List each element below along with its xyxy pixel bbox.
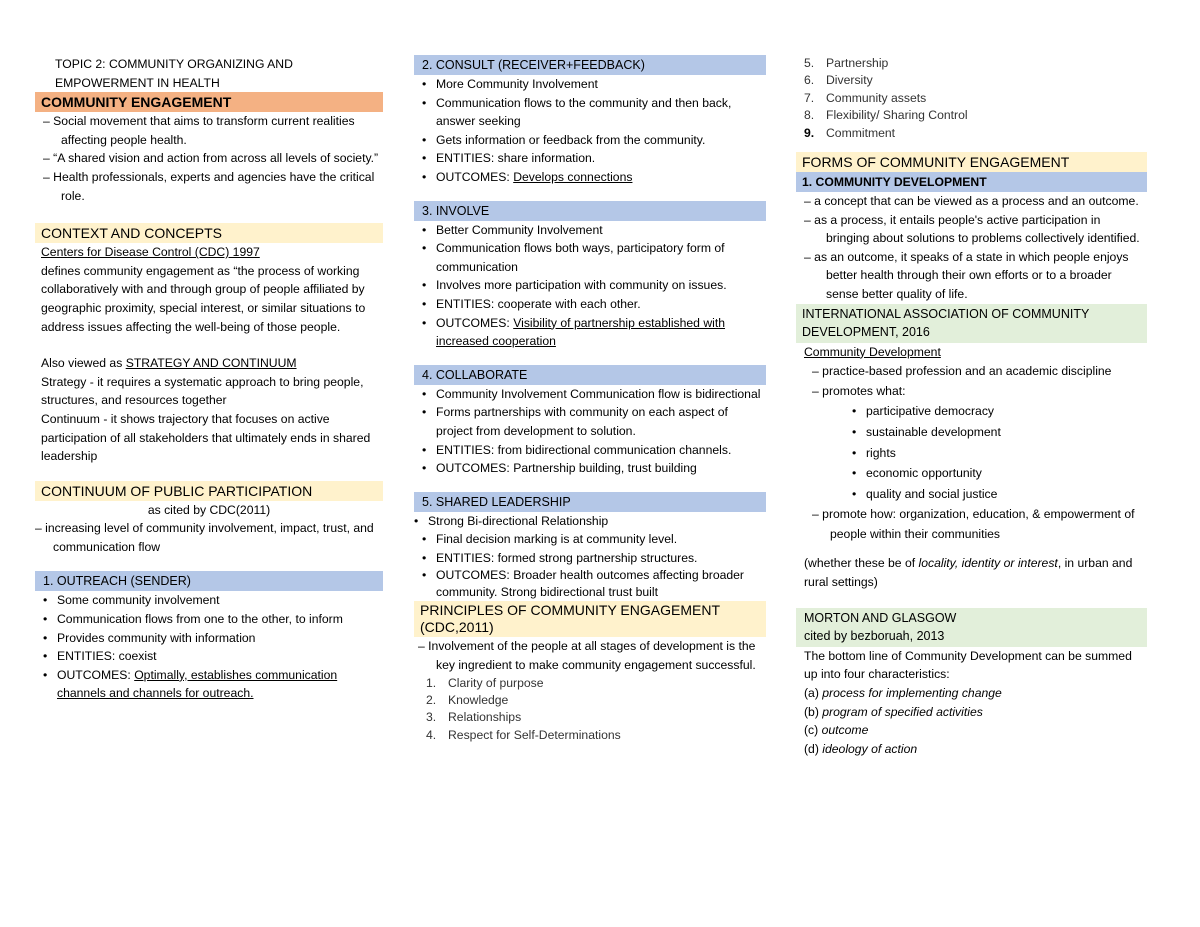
principle-item: 4. Respect for Self-Determinations [426,727,621,742]
column-2 [414,55,766,744]
promotes-item: • economic opportunity [852,466,982,481]
involve-item: • ENTITIES: cooperate with each other. [422,296,641,311]
continuum-text: Continuum - it shows trajectory that focuses on active participation of all stakeholders that ultimately ends in shared leadership [41,411,371,464]
characteristic: (b) program of specified activities [804,704,983,719]
continuum-desc: – increasing level of community involvement, impact, trust, and communication flow [35,521,374,554]
involve-outcome: • OUTCOMES: Visibility of partnership established with increased cooperation [422,315,726,349]
principles-heading: PRINCIPLES OF COMMUNITY ENGAGEMENT (CDC,2011) [414,601,766,637]
collaborate-heading: 4. COLLABORATE [414,365,766,385]
cdc-definition: defines community engagement as “the process of working collaboratively with and through group of people affiliated by geographic proximity, special interest, or similar situations to address issues affecting the well-being of those people. [41,263,366,334]
topic-line-2: EMPOWERMENT IN HEALTH [55,75,220,90]
characteristic: (c) outcome [804,723,869,738]
outreach-item: • Some community involvement [43,593,220,608]
ce-item: – Social movement that aims to transform current realities affecting people health. [43,114,355,147]
involve-item: • Better Community Involvement [422,222,603,237]
iacd-heading: INTERNATIONAL ASSOCIATION OF COMMUNITY DEVELOPMENT, 2016 [796,304,1147,343]
characteristic: (d) ideology of action [804,741,918,756]
cd-item: – as a process, it entails people's active participation in bringing about solutions to problems collectively identified. [804,212,1140,246]
shared-item: • ENTITIES: formed strong partnership structures. [422,550,698,565]
principle-item: 6. Diversity [804,73,873,88]
topic-title [35,55,383,92]
involve-heading: 3. INVOLVE [414,201,766,221]
iacd-sub: Community Development [804,344,941,359]
principle-item: 3. Relationships [426,710,522,725]
involve-item: • Involves more participation with community on issues. [422,278,727,293]
mg-text: The bottom line of Community Development can be summed up into four characteristics: [804,648,1132,682]
topic-line-1: TOPIC 2: COMMUNITY ORGANIZING AND [55,57,293,71]
community-development-heading: 1. COMMUNITY DEVELOPMENT [796,172,1147,192]
promotes-item: • sustainable development [852,424,1001,439]
characteristic: (a) process for implementing change [804,685,1002,700]
shared-item: • Final decision marking is at community level. [422,532,678,547]
outreach-outcome: • OUTCOMES: Optimally, establishes communication channels and channels for outreach. [43,667,338,701]
iacd-item: – practice-based profession and an academic discipline [812,364,1112,379]
iacd-item: – promotes what: [812,384,906,399]
cd-item: – as an outcome, it speaks of a state in which people enjoys better health through their own efforts or to a broader sense better quality of life. [804,249,1129,301]
promotes-item: • quality and social justice [852,486,998,501]
shared-item: • Strong Bi-directional Relationship [414,513,609,528]
shared-item: • OUTCOMES: Broader health outcomes affecting broader community. Strong bidirectional trust built [422,568,744,600]
principle-item: 5. Partnership [804,56,889,70]
principle-item: 8. Flexibility/ Sharing Control [804,108,968,123]
consult-item: • ENTITIES: share information. [422,151,596,166]
whether-note: (whether these be of locality, identity or interest, in urban and rural settings) [804,556,1133,589]
involve-item: • Communication flows both ways, participatory form of communication [422,241,725,274]
iacd-item: – promote how: organization, education, & empowerment of people within their communities [812,507,1135,542]
collaborate-item: • OUTCOMES: Partnership building, trust building [422,461,697,476]
cd-item: – a concept that can be viewed as a process and an outcome. [804,194,1139,209]
consult-heading: 2. CONSULT (RECEIVER+FEEDBACK) [414,55,766,75]
promotes-item: • participative democracy [852,404,995,419]
ce-item: – “A shared vision and action from across all levels of society.” [43,151,379,166]
cdc-source: Centers for Disease Control (CDC) 1997 [41,245,260,260]
principle-item: 2. Knowledge [426,693,509,708]
principle-item: 1. Clarity of purpose [426,675,544,690]
forms-heading: FORMS OF COMMUNITY ENGAGEMENT [796,152,1147,172]
principle-item: 7. Community assets [804,90,927,105]
column-3 [796,55,1147,758]
consult-item: • Gets information or feedback from the community. [422,132,706,147]
promotes-item: • rights [852,445,896,460]
also-viewed: Also viewed as STRATEGY AND CONTINUUM [41,356,297,371]
shared-leadership-heading: 5. SHARED LEADERSHIP [414,492,766,512]
community-engagement-heading: COMMUNITY ENGAGEMENT [35,92,383,112]
column-1 [35,50,383,703]
context-heading: CONTEXT AND CONCEPTS [35,223,383,243]
collaborate-item: • Forms partnerships with community on each aspect of project from development to solution. [422,405,728,438]
morton-glasgow-heading: MORTON AND GLASGOW cited by bezboruah, 2013 [796,608,1147,647]
outreach-item: • ENTITIES: coexist [43,649,157,664]
strategy-text: Strategy - it requires a systematic approach to bring people, structures, and resources together [41,374,364,408]
continuum-heading: CONTINUUM OF PUBLIC PARTICIPATION [35,481,383,501]
consult-item: • Communication flows to the community and then back, answer seeking [422,95,732,129]
consult-outcome: • OUTCOMES: Develops connections [422,169,633,184]
cited-line: as cited by CDC(2011) [147,502,271,517]
principles-desc: – Involvement of the people at all stages of development is the key ingredient to make community engagement successful. [418,639,756,673]
collaborate-item: • Community Involvement Communication flow is bidirectional [422,386,761,401]
outreach-item: • Provides community with information [43,630,256,645]
ce-item: – Health professionals, experts and agencies have the critical role. [43,169,375,203]
outreach-heading: 1. OUTREACH (SENDER) [35,571,383,591]
collaborate-item: • ENTITIES: from bidirectional communication channels. [422,442,732,457]
principle-item: 9. Commitment [804,125,896,140]
outreach-item: • Communication flows from one to the other, to inform [43,612,343,627]
consult-item: • More Community Involvement [422,77,598,91]
